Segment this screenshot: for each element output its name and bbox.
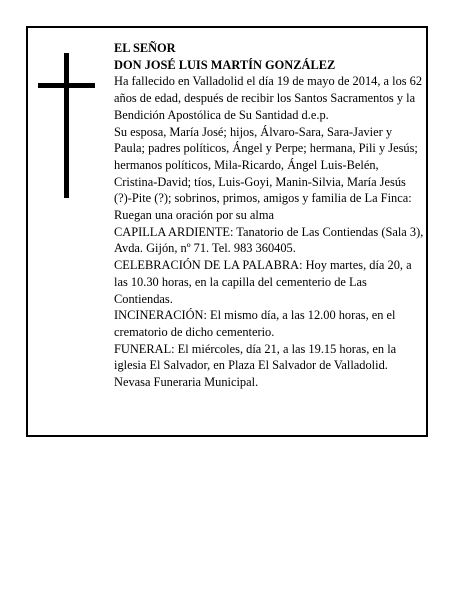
- cross-horizontal-bar: [38, 83, 95, 88]
- family-list: Su esposa, María José; hijos, Álvaro-Sara, Sara-Javier y Paula; padres políticos, Ángel y Perpe; hermana, Pili y Jesús; hermanos políticos, Mila-Ricardo, Ángel Luis-Belén, Cristina-David; tíos, Luis-Goyi, Manin-Silvia, María Jesús (?)-Pite (?); sobrinos, primos, amigos y familia de La Finca:: [114, 124, 418, 206]
- chapel-info: CAPILLA ARDIENTE: Tanatorio de Las Contiendas (Sala 3), Avda. Gijón, nº 71. Tel. 983 360405.: [114, 224, 424, 256]
- title-line-1: EL SEÑOR: [114, 41, 176, 55]
- obituary-text: [114, 40, 424, 391]
- funeral-info: FUNERAL: El miércoles, día 21, a las 19.15 horas, en la iglesia El Salvador, en Plaza El Salvador de Valladolid.: [114, 341, 397, 373]
- celebration-info: CELEBRACIÓN DE LA PALABRA: Hoy martes, día 20, a las 10.30 horas, en la capilla del cementerio de Las Contiendas.: [114, 258, 412, 306]
- death-announcement: Ha fallecido en Valladolid el día 19 de mayo de 2014, a los 62 años de edad, después de recibir los Santos Sacramentos y la Bendición Apostólica de Su Santidad d.e.p.: [114, 74, 423, 122]
- cross-vertical-bar: [64, 53, 69, 198]
- funeral-home: Nevasa Funeraria Municipal.: [114, 375, 259, 390]
- deceased-name: DON JOSÉ LUIS MARTÍN GONZÁLEZ: [114, 57, 336, 72]
- cremation-info: INCINERACIÓN: El mismo día, a las 12.00 horas, en el crematorio de dicho cementerio.: [114, 308, 396, 339]
- prayer-request: Ruegan una oración por su alma: [114, 208, 274, 223]
